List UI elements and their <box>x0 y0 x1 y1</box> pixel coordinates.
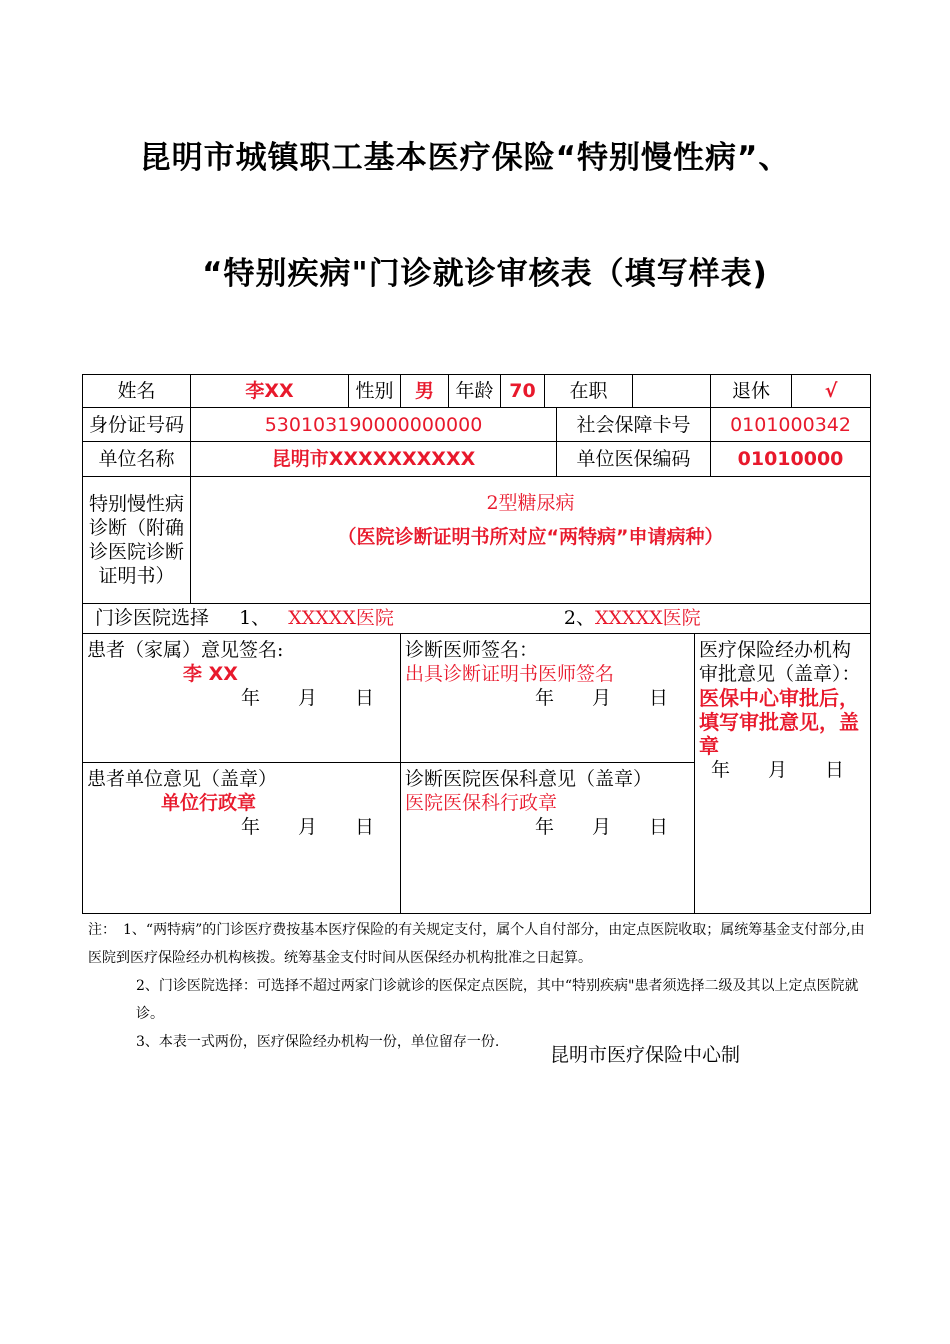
note-1: 注： 1、“两特病”的门诊医疗费按基本医疗保险的有关规定支付，属个人自付部分，由定点医院收取；属统筹基金支付部分,由医院到医疗保险经办机构核拨。统筹基金支付时间从医保经办机构批准之日起算。 <box>88 922 865 966</box>
row-basic-info <box>83 375 871 408</box>
retired-checkmark: √ <box>792 375 871 408</box>
ss-card-label: 社会保障卡号 <box>557 408 711 442</box>
diagnosis-note: （医院诊断证明书所对应“两特病”申请病种） <box>337 525 724 548</box>
patient-opinion-label: 患者（家属）意见签名: <box>87 638 284 661</box>
age-label: 年龄 <box>449 375 501 408</box>
gender-label: 性别 <box>349 375 401 408</box>
hospital2-value: XXXXX医院 <box>594 607 701 630</box>
id-label: 身份证号码 <box>83 408 191 442</box>
employed-value <box>633 375 711 408</box>
doctor-signature: 出具诊断证明书医师签名 <box>405 662 615 685</box>
patient-opinion-cell <box>83 633 401 762</box>
form-title-line2: “特别疾病"门诊就诊审核表（填写样表) <box>202 256 768 292</box>
hospital-dept-date: 年 月 日 <box>535 815 669 838</box>
agency-approval-cell <box>695 633 871 913</box>
doctor-cell <box>401 633 695 762</box>
employer-opinion-label: 患者单位意见（盖章） <box>87 767 278 790</box>
notes-section <box>88 916 878 1056</box>
id-value: 530103190000000000 <box>191 408 557 442</box>
gender-value: 男 <box>401 375 449 408</box>
diagnosis-value: 2型糖尿病 <box>486 491 575 514</box>
employer-opinion-cell <box>83 762 401 913</box>
form-title-line1: 昆明市城镇职工基本医疗保险“特别慢性病”、 <box>139 140 791 176</box>
employer-opinion-date: 年 月 日 <box>240 815 374 838</box>
hospital-choice-cell <box>83 603 871 633</box>
note-2: 2、门诊医院选择：可选择不超过两家门诊就诊的医保定点医院，其中“特别疾病"患者须选择二级及其以上定点医院就诊。 <box>136 978 859 1022</box>
hospital1-value: XXXXX医院 <box>288 607 394 630</box>
row-id <box>83 408 871 442</box>
agency-approval-date: 年 月 日 <box>711 758 845 781</box>
note-3: 3、本表一式两份，医疗保险经办机构一份，单位留存一份. <box>136 1034 500 1050</box>
name-label: 姓名 <box>83 375 191 408</box>
unit-label: 单位名称 <box>83 442 191 476</box>
diagnosis-label: 特别慢性病诊断（附确诊医院诊断证明书） <box>83 476 191 603</box>
issuer-footer: 昆明市医疗保险中心制 <box>550 1044 741 1066</box>
row-diagnosis <box>83 476 871 603</box>
employer-seal: 单位行政章 <box>161 791 257 814</box>
doctor-label: 诊断医师签名： <box>405 638 539 661</box>
row-signatures <box>83 633 871 762</box>
ss-card-value: 0101000342 <box>711 408 871 442</box>
hospital-dept-label: 诊断医院医保科意见（盖章） <box>405 767 653 790</box>
hospital1-number: 1、 <box>239 607 271 630</box>
hospital-choice-label: 门诊医院选择 <box>95 607 210 630</box>
row-hospital-choice <box>83 603 871 633</box>
hospital-dept-cell <box>401 762 695 913</box>
unit-code-value: 01010000 <box>711 442 871 476</box>
agency-approval-label: 医疗保险经办机构审批意见（盖章）： <box>699 638 861 685</box>
name-value: 李XX <box>191 375 349 408</box>
retired-label: 退休 <box>711 375 792 408</box>
doctor-date: 年 月 日 <box>535 686 669 709</box>
unit-code-label: 单位医保编码 <box>557 442 711 476</box>
unit-value: 昆明市XXXXXXXXXX <box>191 442 557 476</box>
patient-opinion-date: 年 月 日 <box>240 686 374 709</box>
agency-approval-value: 医保中心审批后，填写审批意见，盖章 <box>699 685 860 758</box>
age-value: 70 <box>501 375 545 408</box>
row-unit <box>83 442 871 476</box>
patient-signature: 李 XX <box>183 662 238 685</box>
employed-label: 在职 <box>545 375 633 408</box>
diagnosis-cell <box>191 476 871 603</box>
review-form-table <box>82 374 871 914</box>
hospital2-number: 2、 <box>563 607 595 630</box>
hospital-dept-seal: 医院医保科行政章 <box>405 791 558 814</box>
